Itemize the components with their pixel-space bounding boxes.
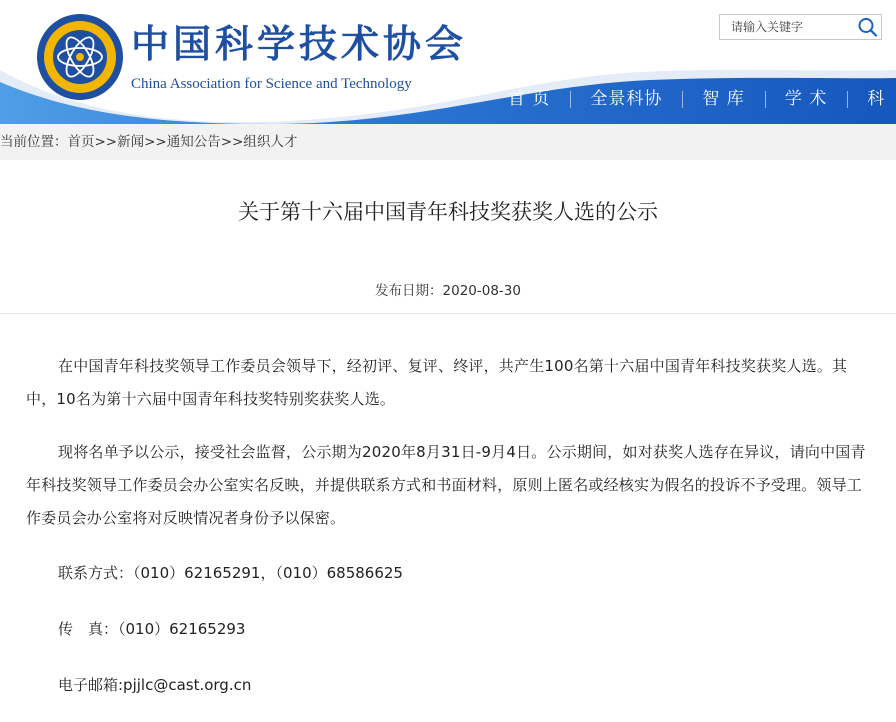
breadcrumb-separator: >> bbox=[220, 134, 244, 150]
logo-english-name: China Association for Science and Technology bbox=[131, 76, 412, 92]
breadcrumb-home[interactable]: 首页 bbox=[67, 134, 95, 150]
article-paragraph-1: 在中国青年科技奖领导工作委员会领导下，经初评、复评、终评，共产生100名第十六届中国青年科技奖获奖人选。其中，10名为第十六届中国青年科技奖特别奖获奖人选。 bbox=[26, 357, 848, 408]
breadcrumb-prefix: 当前位置： bbox=[0, 134, 68, 150]
divider bbox=[0, 313, 896, 314]
breadcrumb-notices[interactable]: 通知公告 bbox=[166, 134, 221, 150]
nav-item-home[interactable]: 首 页 bbox=[508, 89, 551, 109]
site-header bbox=[0, 0, 896, 124]
article-title: 关于第十六届中国青年科技奖获奖人选的公示 bbox=[238, 200, 658, 224]
logo-chinese-name: 中国科学技术协会 bbox=[131, 21, 468, 66]
breadcrumb-separator: >> bbox=[94, 134, 118, 150]
search-input[interactable] bbox=[720, 15, 863, 39]
breadcrumb-talent[interactable]: 组织人才 bbox=[243, 134, 298, 150]
publish-date: 发布日期：2020-08-30 bbox=[375, 283, 521, 299]
contact-fax: 传 真：（010）62165293 bbox=[58, 620, 246, 638]
search-icon[interactable] bbox=[857, 17, 879, 37]
breadcrumb-news[interactable]: 新闻 bbox=[117, 134, 145, 150]
search-box bbox=[719, 14, 882, 40]
cast-logo-emblem[interactable] bbox=[36, 13, 124, 101]
nav-item-science[interactable]: 科 bbox=[847, 84, 896, 114]
contact-email: 电子邮箱:pjjlc@cast.org.cn bbox=[58, 676, 252, 694]
breadcrumb-separator: >> bbox=[144, 134, 167, 150]
nav-item-panorama[interactable]: 全景科协 bbox=[570, 84, 682, 114]
nav-item-academic[interactable]: 学 术 bbox=[765, 84, 847, 114]
contact-phone: 联系方式：（010）62165291，（010）68586625 bbox=[58, 564, 403, 582]
nav-item-think-tank[interactable]: 智 库 bbox=[682, 84, 764, 114]
breadcrumb bbox=[0, 124, 896, 160]
article-paragraph-2: 现将名单予以公示，接受社会监督，公示期为2020年8月31日-9月4日。公示期间，如对获奖人选存在异议，请向中国青年科技奖领导工作委员会办公室实名反映，并提供联系方式和书面材料，原则上匿名或经核实为假名的投诉不予受理。领导工作委员会办公室将对反映情况者身份予以保密。 bbox=[26, 443, 866, 527]
main-nav bbox=[488, 84, 896, 114]
